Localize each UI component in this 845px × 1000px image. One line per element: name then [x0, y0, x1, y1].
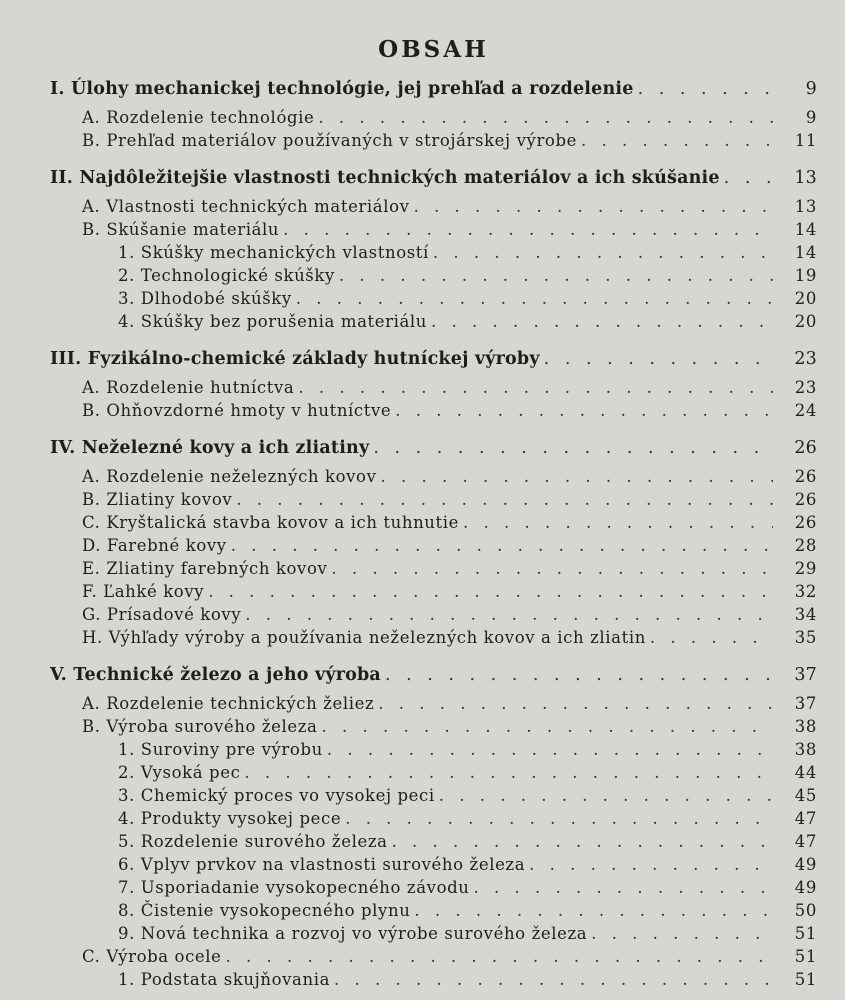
toc-entry-label: 4. Produkty vysokej pece [118, 809, 342, 828]
toc-entry [50, 488, 817, 511]
toc-entry-label: 8. Čistenie vysokopecného plynu [118, 901, 411, 920]
toc-page-number: 34 [794, 605, 817, 624]
toc-entry-label: D. Farebné kovy [82, 536, 227, 555]
dot-leader [724, 165, 773, 192]
toc-entry-label: 6. Vplyv prvkov na vlastnosti surového železa [118, 855, 526, 874]
toc-entry [50, 195, 817, 218]
toc-page-number: 29 [794, 559, 817, 578]
toc-page-number: 13 [794, 197, 817, 216]
toc-page-number: 44 [794, 763, 817, 782]
toc-entry [50, 534, 817, 557]
dot-leader [581, 129, 773, 152]
dot-leader [431, 310, 773, 333]
toc-entry [50, 511, 817, 534]
toc-entry [50, 376, 817, 399]
toc-entry-label: II. Najdôležitejšie vlastnosti technických materiálov a ich skúšanie [50, 168, 720, 188]
toc-entry-label: 7. Usporiadanie vysokopecného závodu [118, 878, 470, 897]
toc-entry [50, 761, 817, 784]
dot-leader [650, 626, 773, 649]
dot-leader [474, 876, 774, 899]
toc-page-number: 23 [794, 349, 817, 369]
toc-entry [50, 129, 817, 152]
toc-entry-label: 9. Nová technika a rozvoj vo výrobe surového železa [118, 924, 588, 943]
toc-entry [50, 557, 817, 580]
toc-entry-label: 1. Suroviny pre výrobu [118, 740, 323, 759]
dot-leader [373, 435, 773, 462]
toc-entry [50, 106, 817, 129]
toc-entry-label: I. Úlohy mechanickej technológie, jej prehľad a rozdelenie [50, 79, 634, 99]
toc-entry-label: C. Kryštalická stavba kovov a ich tuhnutie [82, 513, 460, 532]
toc-page-number: 37 [794, 694, 817, 713]
toc-entry-label: A. Rozdelenie technológie [82, 108, 315, 127]
dot-leader [208, 580, 773, 603]
toc-entry [50, 830, 817, 853]
dot-leader [395, 399, 773, 422]
toc-page-number: 28 [794, 536, 817, 555]
dot-leader [345, 807, 773, 830]
toc-page-number: 49 [794, 855, 817, 874]
toc-entry-label: F. Ľahké kovy [82, 582, 205, 601]
dot-leader [378, 692, 773, 715]
toc-entry [50, 922, 817, 945]
toc-entry-label: H. Výhľady výroby a používania neželezných kovov a ich zliatin [82, 628, 646, 647]
toc-entry-label: 1. Podstata skujňovania [118, 970, 331, 989]
toc-page-number: 9 [805, 108, 817, 127]
toc-entry [50, 241, 817, 264]
toc-page-number: 14 [794, 220, 817, 239]
dot-leader [544, 346, 773, 373]
toc-entry-label: B. Zliatiny kovov [82, 490, 233, 509]
dot-leader [385, 662, 773, 689]
toc-page-number: 38 [794, 717, 817, 736]
toc-page-number: 26 [794, 438, 817, 458]
toc-entry-label: 2. Technologické skúšky [118, 266, 335, 285]
toc-entry-label: III. Fyzikálno-chemické základy hutníckej výroby [50, 349, 540, 369]
toc-entry-label: A. Rozdelenie neželezných kovov [82, 467, 377, 486]
toc-page-number: 51 [794, 924, 817, 943]
toc-page-number: 47 [794, 832, 817, 851]
toc-entry-label: V. Technické železo a jeho výroba [50, 665, 381, 685]
toc-entry-label: B. Ohňovzdorné hmoty v hutníctve [82, 401, 392, 420]
dot-leader [414, 899, 773, 922]
toc-chapter-entry [50, 165, 817, 192]
dot-leader [339, 264, 773, 287]
toc-entry-label: B. Skúšanie materiálu [82, 220, 280, 239]
dot-leader [245, 603, 773, 626]
dot-leader [244, 761, 773, 784]
toc-page-number: 49 [794, 878, 817, 897]
toc-page-number: 9 [805, 79, 817, 99]
toc-entry-label: E. Zliatiny farebných kovov [82, 559, 328, 578]
toc-page-number: 14 [794, 243, 817, 262]
toc-page-number: 35 [794, 628, 817, 647]
toc-entry [50, 465, 817, 488]
toc-entry [50, 218, 817, 241]
toc-page-number: 19 [794, 266, 817, 285]
toc-entry [50, 399, 817, 422]
toc-chapter-entry [50, 435, 817, 462]
dot-leader [231, 534, 773, 557]
toc-page-number: 26 [794, 490, 817, 509]
toc-page-number: 32 [794, 582, 817, 601]
dot-leader [463, 511, 773, 534]
toc-entry [50, 715, 817, 738]
toc-chapter-entry [50, 76, 817, 103]
dot-leader [322, 715, 774, 738]
toc-page-number: 20 [794, 312, 817, 331]
toc-page-number: 20 [794, 289, 817, 308]
toc-entry-label: 1. Skúšky mechanických vlastností [118, 243, 429, 262]
toc-page-number: 47 [794, 809, 817, 828]
toc-page-number: 23 [794, 378, 817, 397]
toc-entry-label: G. Prísadové kovy [82, 605, 242, 624]
dot-leader [318, 106, 773, 129]
dot-leader [439, 784, 773, 807]
dot-leader [334, 968, 773, 991]
toc-page-number: 11 [794, 131, 817, 150]
toc-entry [50, 310, 817, 333]
toc-page-number: 51 [794, 947, 817, 966]
toc-page-number: 45 [794, 786, 817, 805]
toc-page-number: 24 [794, 401, 817, 420]
toc-entry-label: B. Výroba surového železa [82, 717, 318, 736]
dot-leader [331, 557, 773, 580]
toc-page-number: 26 [794, 467, 817, 486]
dot-leader [381, 465, 774, 488]
toc-entry-label: 3. Chemický proces vo vysokej peci [118, 786, 435, 805]
toc-entry-label: 2. Vysoká pec [118, 763, 241, 782]
toc-entry [50, 899, 817, 922]
dot-leader [327, 738, 773, 761]
dot-leader [226, 945, 773, 968]
toc-chapter-entry [50, 662, 817, 689]
toc-entry [50, 945, 817, 968]
toc-entry-label: 4. Skúšky bez porušenia materiálu [118, 312, 428, 331]
toc-entry-label: 3. Dlhodobé skúšky [118, 289, 292, 308]
toc-chapter-entry [50, 346, 817, 373]
toc-entry-label: C. Výroba ocele [82, 947, 222, 966]
toc-page-number: 13 [794, 168, 817, 188]
toc-entry [50, 626, 817, 649]
toc-entry [50, 968, 817, 991]
toc-entry [50, 876, 817, 899]
toc-page-number: 26 [794, 513, 817, 532]
toc-entry [50, 603, 817, 626]
toc-entry [50, 738, 817, 761]
toc-entry-label: A. Vlastnosti technických materiálov [82, 197, 410, 216]
page-title: OBSAH [378, 36, 489, 63]
dot-leader [433, 241, 773, 264]
toc-entry-label: B. Prehľad materiálov používaných v strojárskej výrobe [82, 131, 577, 150]
toc-entry-label: A. Rozdelenie hutníctva [82, 378, 295, 397]
toc-page-number: 50 [794, 901, 817, 920]
toc-page-number: 38 [794, 740, 817, 759]
toc-entry-label: A. Rozdelenie technických želiez [82, 694, 375, 713]
dot-leader [298, 376, 773, 399]
dot-leader [529, 853, 773, 876]
dot-leader [392, 830, 773, 853]
dot-leader [414, 195, 773, 218]
toc-entry [50, 264, 817, 287]
dot-leader [236, 488, 773, 511]
dot-leader [591, 922, 773, 945]
dot-leader [638, 76, 773, 103]
toc-entry [50, 580, 817, 603]
toc-page-number: 51 [794, 970, 817, 989]
toc-entry [50, 692, 817, 715]
toc-entry [50, 287, 817, 310]
toc-entry-label: 5. Rozdelenie surového železa [118, 832, 388, 851]
table-of-contents [50, 76, 817, 991]
dot-leader [283, 218, 773, 241]
toc-entry-label: IV. Neželezné kovy a ich zliatiny [50, 438, 370, 458]
dot-leader [296, 287, 773, 310]
toc-entry [50, 784, 817, 807]
toc-entry [50, 807, 817, 830]
toc-entry [50, 853, 817, 876]
toc-page-number: 37 [794, 665, 817, 685]
